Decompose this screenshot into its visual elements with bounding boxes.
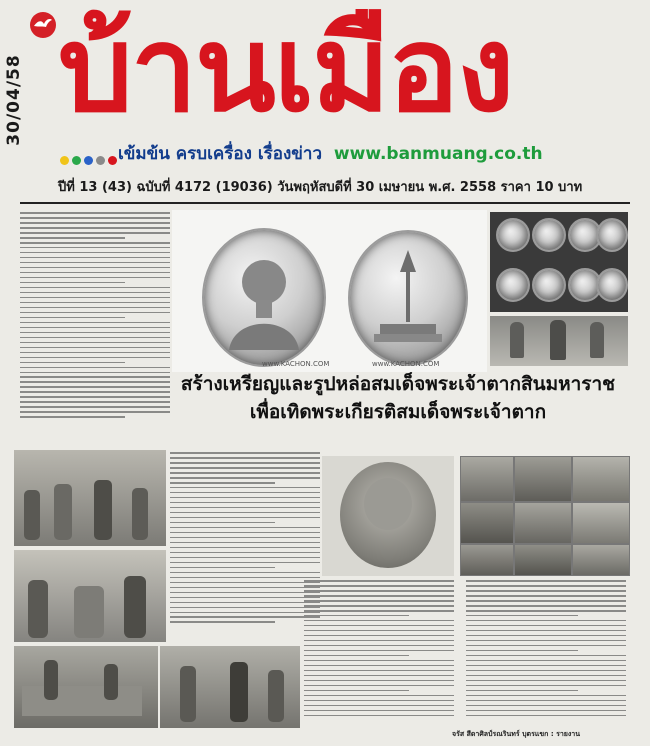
ceremony-photo-2 xyxy=(14,550,166,642)
color-dots xyxy=(60,150,120,169)
monk-portrait-photo xyxy=(322,456,454,576)
coin-back-image xyxy=(348,230,468,366)
coin-set-photo xyxy=(490,212,628,312)
website-link[interactable]: www.banmuang.co.th xyxy=(333,144,543,164)
event-photo-thumb xyxy=(460,456,514,502)
event-photo-thumb xyxy=(572,544,630,576)
ceremony-photo-1 xyxy=(14,450,166,546)
coin-thumb-icon xyxy=(532,218,566,252)
yellow-dot-icon xyxy=(60,156,69,165)
photo-credit-2: www.KACHON.COM xyxy=(372,360,440,368)
slogan-text: เข้มข้น ครบเครื่อง เรื่องข่าว xyxy=(118,144,322,164)
headline-line-1: สร้างเหรียญและรูปหล่อสมเด็จพระเจ้าตากสินมหาราช xyxy=(180,373,616,395)
photo-credit-1: www.KACHON.COM xyxy=(262,360,330,368)
coin-front-image xyxy=(202,228,326,367)
coin-thumb-icon xyxy=(496,268,530,302)
article-body-column-3 xyxy=(466,580,626,726)
event-photo-thumb xyxy=(460,502,514,544)
coin-thumb-icon xyxy=(596,268,628,302)
green-dot-icon xyxy=(72,156,81,165)
lead-text-column xyxy=(20,212,170,446)
red-dot-icon xyxy=(108,156,117,165)
gray-dot-icon xyxy=(96,156,105,165)
slogan xyxy=(118,140,543,167)
masthead-title: บ้านเมือง xyxy=(58,4,513,134)
event-photo-thumb xyxy=(572,502,630,544)
article-body-column-1 xyxy=(170,452,320,642)
statue-photo xyxy=(490,316,628,366)
coin-thumb-icon xyxy=(532,268,566,302)
event-photo-thumb xyxy=(460,544,514,576)
article-headline xyxy=(168,370,628,426)
coin-photo xyxy=(172,210,487,372)
article-byline: จรัส สีดาศิลป์รณรินทร์ บุตรแขก : รายงาน xyxy=(452,730,580,738)
masthead-divider xyxy=(20,202,630,204)
blue-dot-icon xyxy=(84,156,93,165)
coin-thumb-icon xyxy=(496,218,530,252)
ceremony-photo-4 xyxy=(160,646,300,728)
event-photo-thumb xyxy=(514,502,572,544)
issue-info: ปีที่ 13 (43) ฉบับที่ 4172 (19036) วันพฤหัสบดีที่ 30 เมษายน พ.ศ. 2558 ราคา 10 บาท xyxy=(58,180,583,195)
event-photo-thumb xyxy=(514,544,572,576)
article-body-column-2 xyxy=(304,580,454,726)
headline-line-2: เพื่อเทิดพระเกียรติสมเด็จพระเจ้าตาก xyxy=(249,401,547,423)
event-photo-thumb xyxy=(514,456,572,502)
coin-thumb-icon xyxy=(596,218,628,252)
issue-date: 30/04/58 xyxy=(4,54,24,146)
event-photo-thumb xyxy=(572,456,630,502)
bird-logo-icon xyxy=(30,12,56,38)
ceremony-photo-3 xyxy=(14,646,158,728)
issue-date-vertical xyxy=(4,20,26,180)
